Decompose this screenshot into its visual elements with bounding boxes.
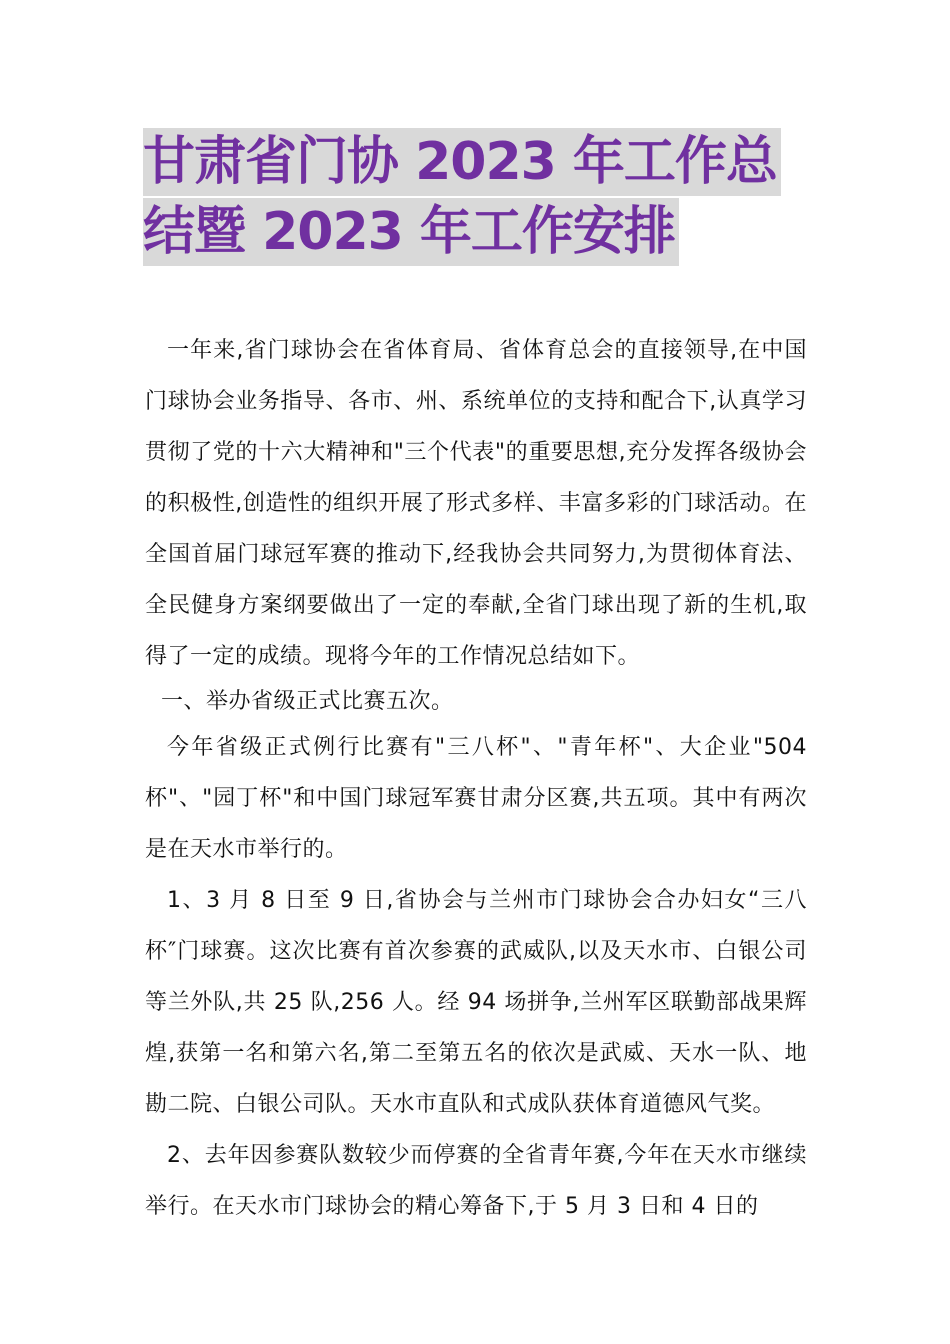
- title-line-2: 结暨 2023 年工作安排: [143, 198, 679, 266]
- section-1-paragraph: 今年省级正式例行比赛有"三八杯"、"青年杯"、大企业"504杯"、"园丁杯"和中国门球冠军赛甘肃分区赛,共五项。其中有两次是在天水市举行的。: [145, 735, 807, 862]
- document-body: [145, 325, 807, 1232]
- document-title: [143, 128, 823, 268]
- item-2-paragraph: 2、去年因参赛队数较少而停赛的全省青年赛,今年在天水市继续举行。在天水市门球协会的精心筹备下,于 5 月 3 日和 4 日的: [145, 1143, 807, 1219]
- item-1-paragraph: 1、3 月 8 日至 9 日,省协会与兰州市门球协会合办妇女“三八杯″门球赛。这次比赛有首次参赛的武威队,以及天水市、白银公司等兰外队,共 25 队,256 人。经 94 场拼争,兰州军区联勤部战果辉煌,获第一名和第六名,第二至第五名的依次是武威、天水一队、地勘二院、白银公司队。天水市直队和式成队获体育道德风气奖。: [145, 888, 807, 1117]
- title-line-1: 甘肃省门协 2023 年工作总: [143, 128, 781, 196]
- intro-paragraph: 一年来,省门球协会在省体育局、省体育总会的直接领导,在中国门球协会业务指导、各市、州、系统单位的支持和配合下,认真学习贯彻了党的十六大精神和"三个代表"的重要思想,充分发挥各级协会的积极性,创造性的组织开展了形式多样、丰富多彩的门球活动。在全国首届门球冠军赛的推动下,经我协会共同努力,为贯彻体育法、全民健身方案纲要做出了一定的奉献,全省门球出现了新的生机,取得了一定的成绩。现将今年的工作情况总结如下。: [145, 338, 807, 669]
- section-heading-1: 一、举办省级正式比赛五次。: [161, 689, 454, 714]
